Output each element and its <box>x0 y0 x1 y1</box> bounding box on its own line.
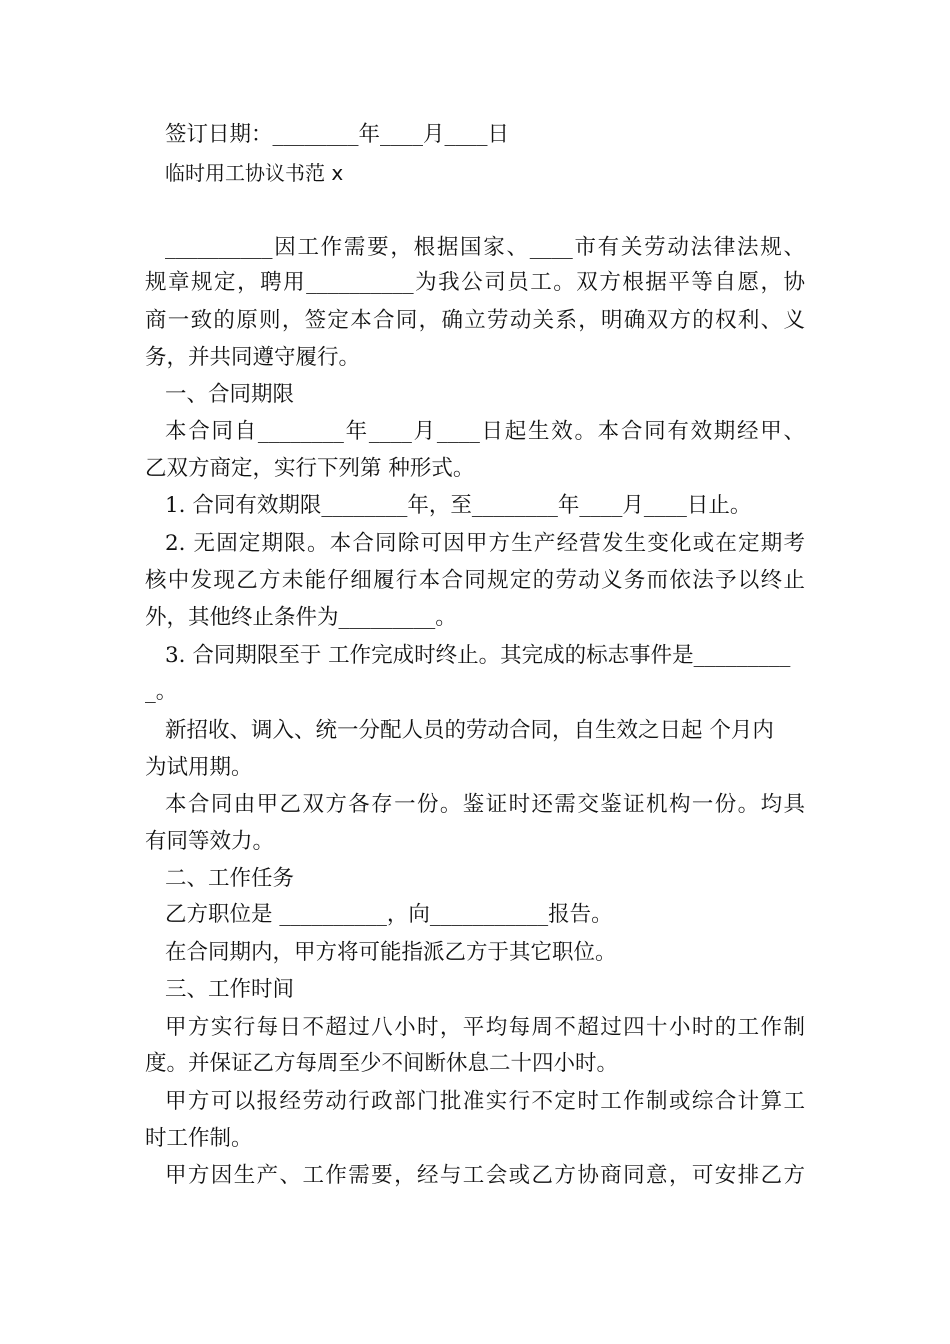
paragraph-line: 外，其他终止条件为_________。 <box>145 605 457 630</box>
paragraph-line: 本合同由甲乙双方各存一份。鉴证时还需交鉴证机构一份。均具 <box>165 792 805 817</box>
paragraph-line: 2. 无固定期限。本合同除可因甲方生产经营发生变化或在定期考 <box>165 531 805 556</box>
paragraph-line: 1. 合同有效期限________年，至________年____月____日止。 <box>165 493 752 518</box>
paragraph-line: 乙方职位是 __________，向___________报告。 <box>165 902 613 927</box>
paragraph-line: 为试用期。 <box>145 755 253 780</box>
paragraph-line: 时工作制。 <box>145 1126 253 1151</box>
paragraph-line: 有同等效力。 <box>145 829 275 854</box>
paragraph-line: 乙双方商定，实行下列第 种形式。 <box>145 456 475 481</box>
paragraph-line: 核中发现乙方未能仔细履行本合同规定的劳动义务而依法予以终止 <box>145 568 805 593</box>
paragraph-line: __________因工作需要，根据国家、____市有关劳动法律法规、 <box>165 235 805 260</box>
paragraph-line: _。 <box>145 679 178 704</box>
paragraph-line: 新招收、调入、统一分配人员的劳动合同，自生效之日起 个月内 <box>165 718 774 743</box>
paragraph-line: 度。并保证乙方每周至少不间断休息二十四小时。 <box>145 1051 619 1076</box>
document-title: 临时用工协议书范 x <box>165 161 344 185</box>
paragraph-line: 在合同期内，甲方将可能指派乙方于其它职位。 <box>165 940 617 965</box>
paragraph-line: 务，并共同遵守履行。 <box>145 345 361 370</box>
section-heading: 三、工作时间 <box>165 977 295 1002</box>
paragraph-line: 甲方因生产、工作需要，经与工会或乙方协商同意，可安排乙方 <box>165 1163 805 1188</box>
section-heading: 二、工作任务 <box>165 866 295 891</box>
paragraph-line: 规章规定，聘用__________为我公司员工。双方根据平等自愿，协 <box>145 270 805 295</box>
paragraph-line: 商一致的原则，签定本合同，确立劳动关系，明确双方的权利、义 <box>145 308 805 333</box>
sign-date-line: 签订日期：________年____月____日 <box>165 122 510 147</box>
paragraph-line: 3. 合同期限至于 工作完成时终止。其完成的标志事件是_________ <box>165 643 791 668</box>
paragraph-line: 本合同自________年____月____日起生效。本合同有效期经甲、 <box>165 419 805 444</box>
section-heading: 一、合同期限 <box>165 382 295 407</box>
paragraph-line: 甲方实行每日不超过八小时，平均每周不超过四十小时的工作制 <box>165 1015 805 1040</box>
paragraph-line: 甲方可以报经劳动行政部门批准实行不定时工作制或综合计算工 <box>165 1089 805 1114</box>
